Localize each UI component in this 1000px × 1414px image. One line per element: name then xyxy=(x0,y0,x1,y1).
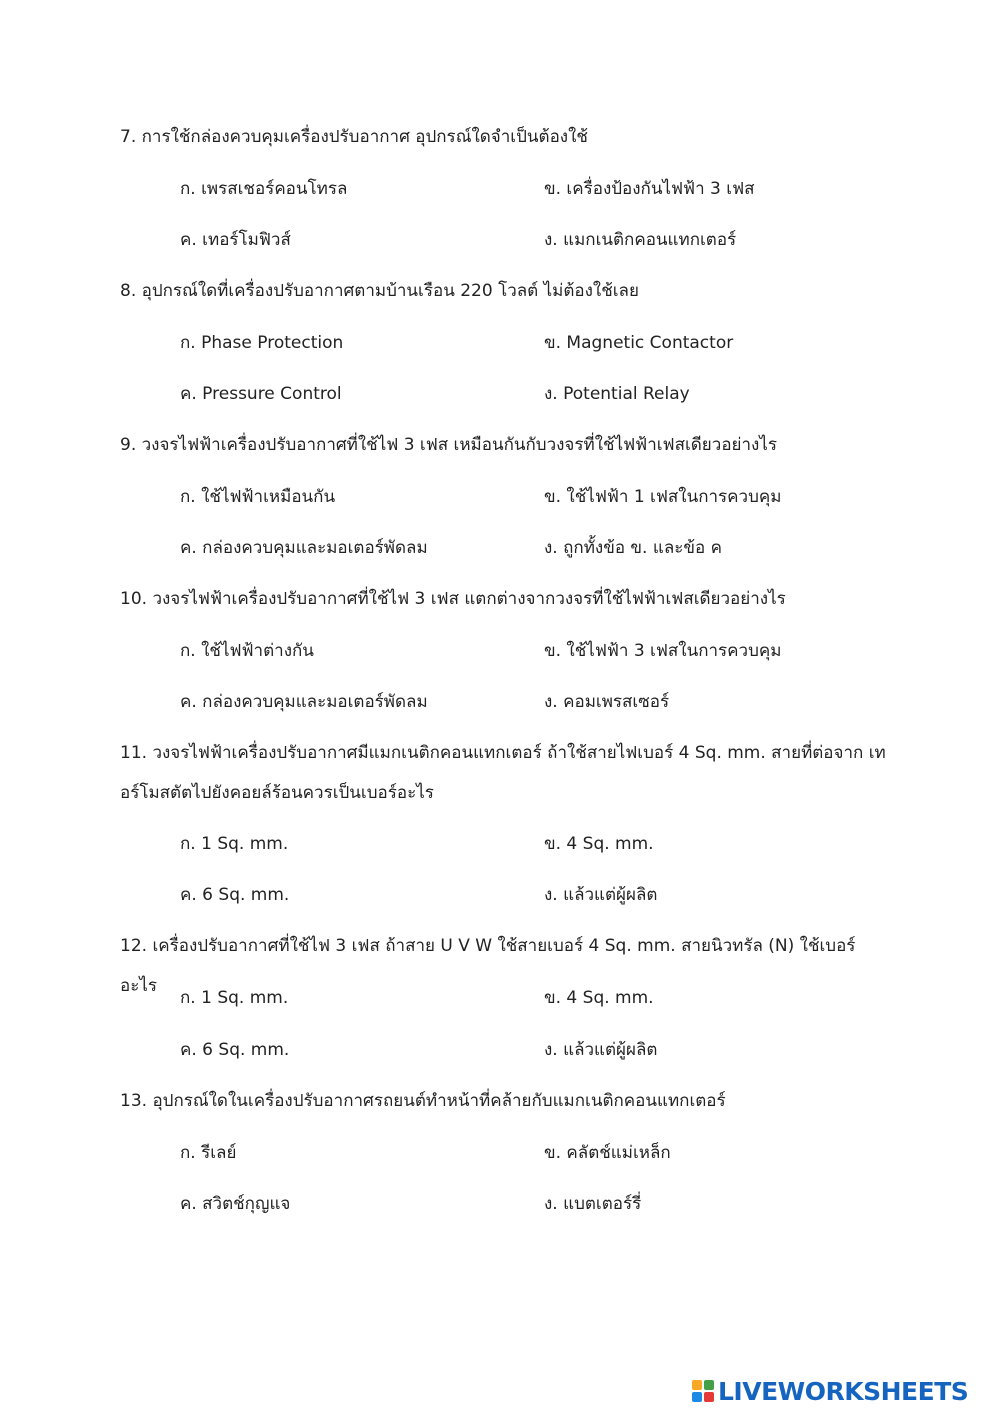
q11-option-b: ข. 4 Sq. mm. xyxy=(544,834,654,854)
q7-option-a: ก. เพรสเชอร์คอนโทรล xyxy=(180,179,348,199)
q12-option-a: ก. 1 Sq. mm. xyxy=(180,988,289,1008)
q8-option-a: ก. Phase Protection xyxy=(180,333,344,353)
q13-option-d: ง. แบตเตอร์รี่ xyxy=(544,1194,642,1214)
question-11: 11. วงจรไฟฟ้าเครื่องปรับอากาศมีแมกเนติกคอนแทกเตอร์ ถ้าใช้สายไฟเบอร์ 4 Sq. mm. สายที่ต่อจาก เทอร์โมสตัตไปยังคอยล์ร้อนควรเป็นเบอร์อะไร xyxy=(120,743,886,803)
liveworksheets-logo[interactable] xyxy=(692,1376,968,1406)
q9-option-c: ค. กล่องควบคุมและมอเตอร์พัดลม xyxy=(180,538,428,558)
q7-option-d: ง. แมกเนติกคอนแทกเตอร์ xyxy=(544,230,737,250)
q13-option-a: ก. รีเลย์ xyxy=(180,1143,237,1163)
question-13: 13. อุปกรณ์ใดในเครื่องปรับอากาศรถยนต์ทำหน้าที่คล้ายกับแมกเนติกคอนแทกเตอร์ xyxy=(120,1091,726,1111)
question-9: 9. วงจรไฟฟ้าเครื่องปรับอากาศที่ใช้ไฟ 3 เฟส เหมือนกันกับวงจรที่ใช้ไฟฟ้าเฟสเดียวอย่างไร xyxy=(120,435,778,455)
q13-option-c: ค. สวิตช์กุญแจ xyxy=(180,1194,291,1214)
q13-option-b: ข. คลัตช์แม่เหล็ก xyxy=(544,1143,671,1163)
q10-option-d: ง. คอมเพรสเซอร์ xyxy=(544,692,670,712)
q12-option-c: ค. 6 Sq. mm. xyxy=(180,1040,290,1060)
q12-option-b: ข. 4 Sq. mm. xyxy=(544,988,654,1008)
question-10: 10. วงจรไฟฟ้าเครื่องปรับอากาศที่ใช้ไฟ 3 เฟส แตกต่างจากวงจรที่ใช้ไฟฟ้าเฟสเดียวอย่างไร xyxy=(120,589,786,609)
q12-option-d: ง. แล้วแต่ผู้ผลิต xyxy=(544,1040,658,1060)
q10-option-b: ข. ใช้ไฟฟ้า 3 เฟสในการควบคุม xyxy=(544,641,782,661)
q9-option-a: ก. ใช้ไฟฟ้าเหมือนกัน xyxy=(180,487,336,507)
q11-option-a: ก. 1 Sq. mm. xyxy=(180,834,289,854)
question-12: 12. เครื่องปรับอากาศที่ใช้ไฟ 3 เฟส ถ้าสาย U V W ใช้สายเบอร์ 4 Sq. mm. สายนิวทรัล (N) ใช้เบอร์อะไร xyxy=(120,936,856,996)
question-8: 8. อุปกรณ์ใดที่เครื่องปรับอากาศตามบ้านเรือน 220 โวลต์ ไม่ต้องใช้เลย xyxy=(120,281,639,301)
question-7: 7. การใช้กล่องควบคุมเครื่องปรับอากาศ อุปกรณ์ใดจำเป็นต้องใช้ xyxy=(120,127,588,147)
q10-option-a: ก. ใช้ไฟฟ้าต่างกัน xyxy=(180,641,314,661)
q10-option-c: ค. กล่องควบคุมและมอเตอร์พัดลม xyxy=(180,692,428,712)
q8-option-b: ข. Magnetic Contactor xyxy=(544,333,734,353)
q11-option-d: ง. แล้วแต่ผู้ผลิต xyxy=(544,885,658,905)
q11-option-c: ค. 6 Sq. mm. xyxy=(180,885,290,905)
liveworksheets-logo-text: LIVEWORKSHEETS xyxy=(718,1376,969,1406)
q7-option-c: ค. เทอร์โมฟิวส์ xyxy=(180,230,291,250)
q9-option-d: ง. ถูกทั้งข้อ ข. และข้อ ค xyxy=(544,538,722,558)
liveworksheets-logo-icon xyxy=(692,1380,714,1402)
q8-option-c: ค. Pressure Control xyxy=(180,384,342,404)
q7-option-b: ข. เครื่องป้องกันไฟฟ้า 3 เฟส xyxy=(544,179,755,199)
q9-option-b: ข. ใช้ไฟฟ้า 1 เฟสในการควบคุม xyxy=(544,487,782,507)
q8-option-d: ง. Potential Relay xyxy=(544,384,690,404)
